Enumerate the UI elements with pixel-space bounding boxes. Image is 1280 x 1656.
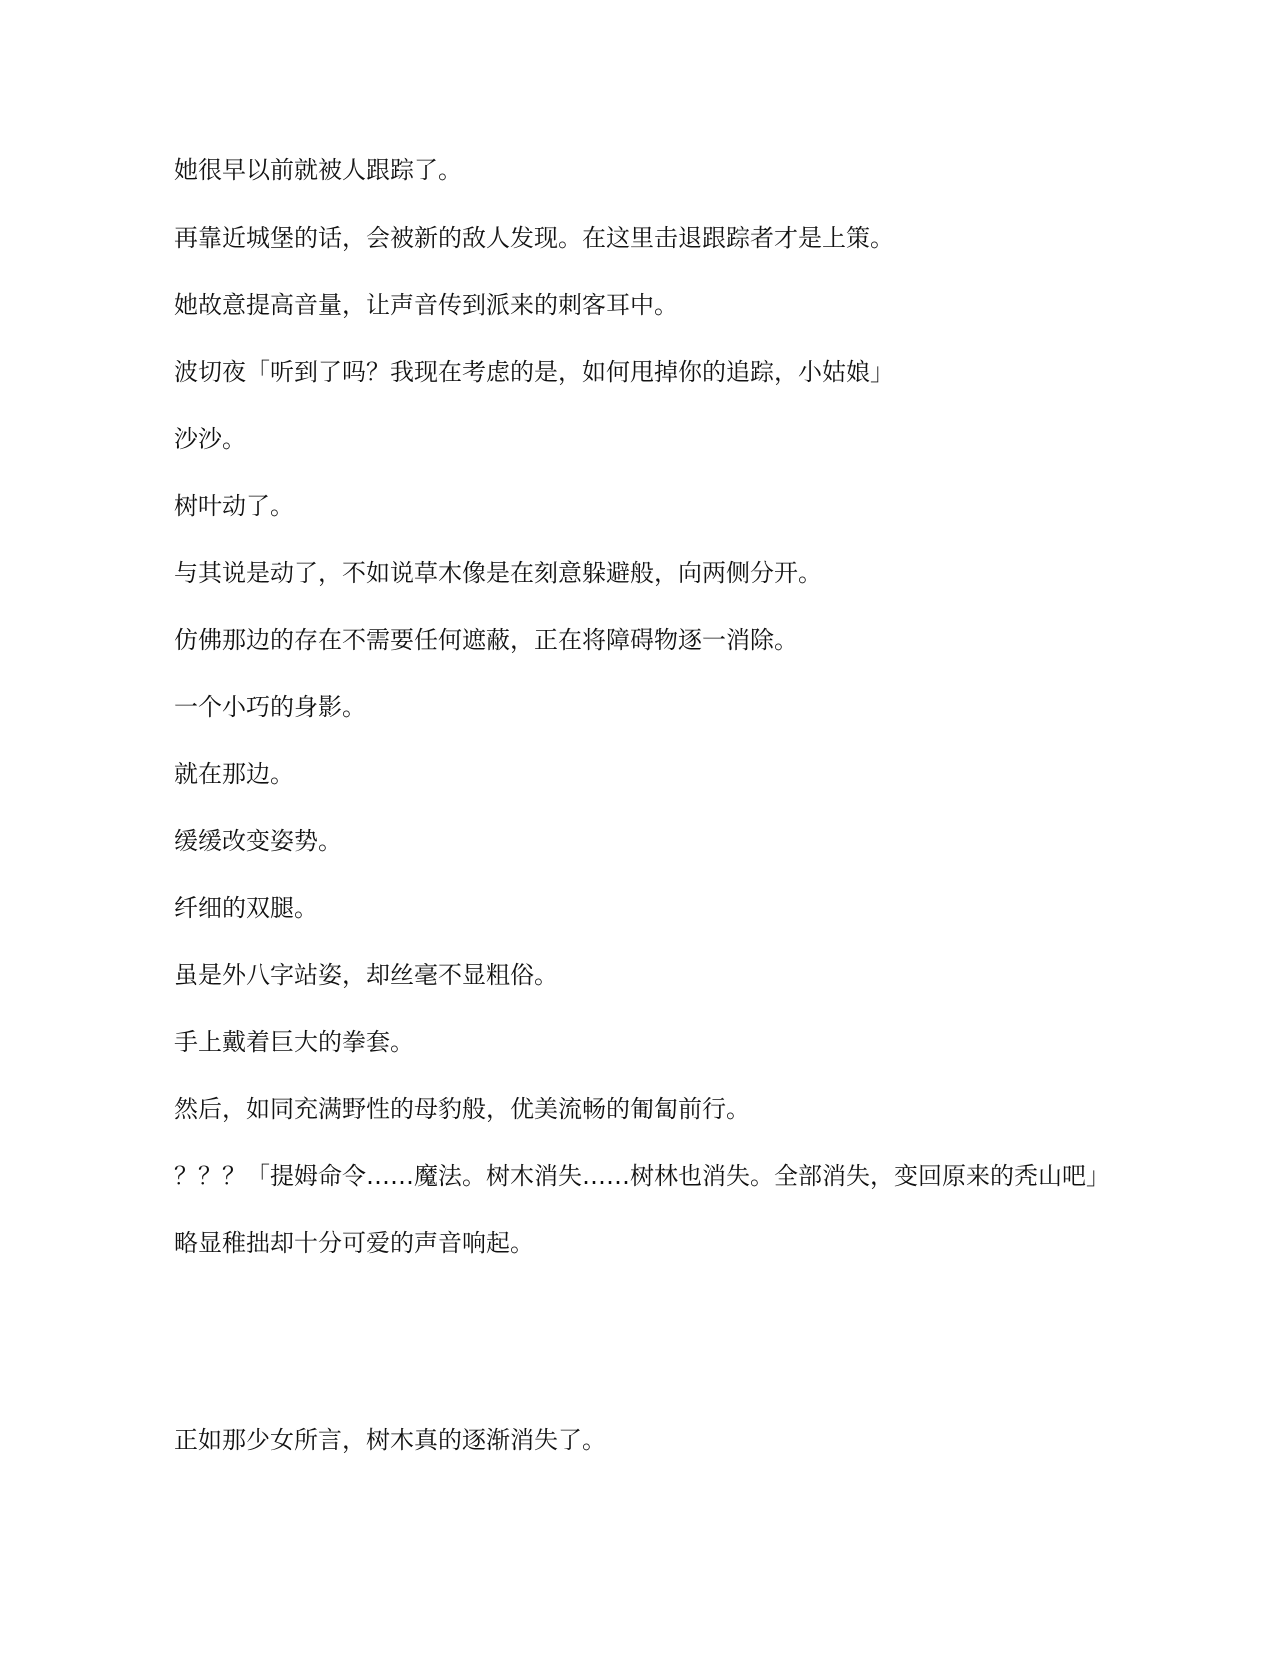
paragraph-17: 略显稚拙却十分可爱的声音响起。 [174,1229,534,1257]
paragraph-7: 与其说是动了，不如说草木像是在刻意躲避般，向两侧分开。 [174,559,822,587]
paragraph-6: 树叶动了。 [174,492,294,520]
paragraph-5: 沙沙。 [174,425,246,453]
paragraph-9: 一个小巧的身影。 [174,693,366,721]
paragraph-3: 她故意提高音量，让声音传到派来的刺客耳中。 [174,291,678,319]
paragraph-16: ？？？「提姆命令……魔法。树木消失……树林也消失。全部消失，变回原来的秃山吧」 [174,1162,1110,1190]
paragraph-18: 正如那少女所言，树木真的逐渐消失了。 [174,1426,606,1454]
paragraph-13: 虽是外八字站姿，却丝毫不显粗俗。 [174,961,558,989]
paragraph-8: 仿佛那边的存在不需要任何遮蔽，正在将障碍物逐一消除。 [174,626,798,654]
paragraph-1: 她很早以前就被人跟踪了。 [174,156,462,184]
paragraph-11: 缓缓改变姿势。 [174,827,342,855]
paragraph-14: 手上戴着巨大的拳套。 [174,1028,414,1056]
paragraph-15: 然后，如同充满野性的母豹般，优美流畅的匍匐前行。 [174,1095,750,1123]
paragraph-10: 就在那边。 [174,760,294,788]
paragraph-2: 再靠近城堡的话，会被新的敌人发现。在这里击退跟踪者才是上策。 [174,224,894,252]
paragraph-12: 纤细的双腿。 [174,894,318,922]
paragraph-4: 波切夜「听到了吗？我现在考虑的是，如何甩掉你的追踪，小姑娘」 [174,358,894,386]
